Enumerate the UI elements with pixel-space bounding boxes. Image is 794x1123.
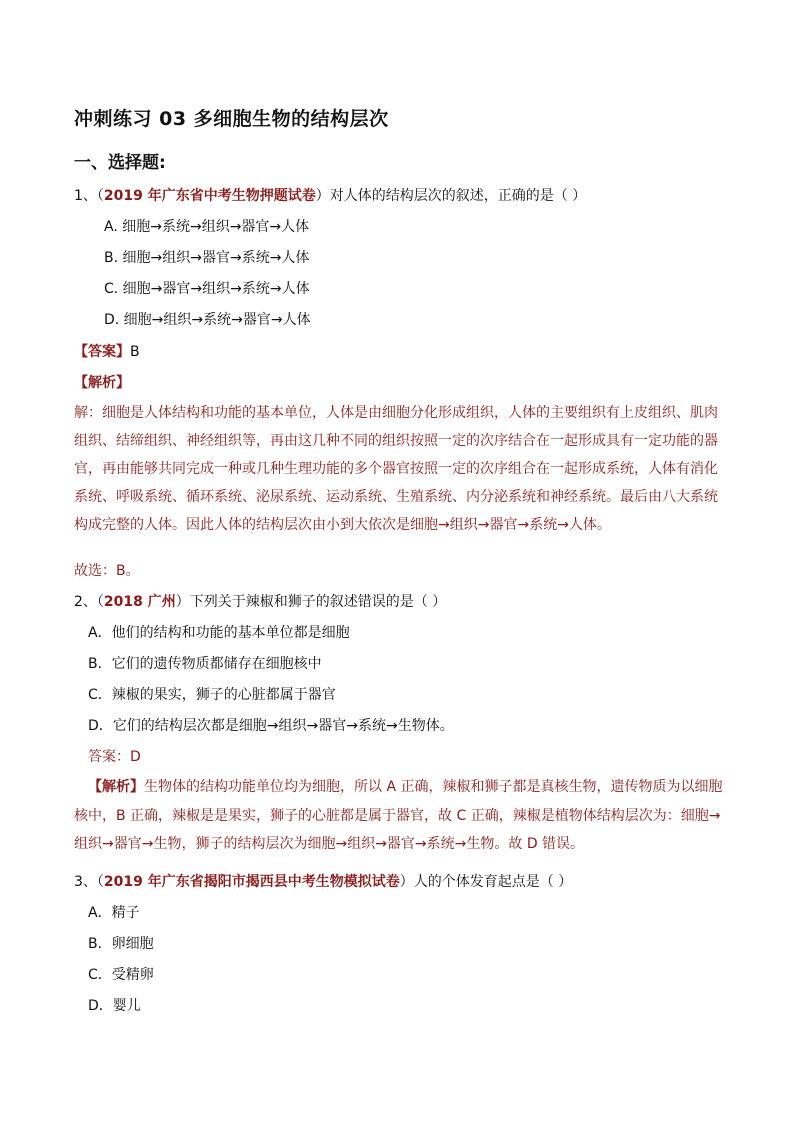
question-1 xyxy=(74,185,586,205)
option-b: B．卵细胞 xyxy=(88,936,154,952)
analysis-text: 生物体的结构功能单位均为细胞，所以 A 正确，辣椒和狮子都是真核生物，遗传物质为以细胞核中，B 正确，辣椒是是果实，狮子的心脏都是属于器官，故 C 正确，辣椒是植物体结构层次为：细胞→组织→器官→生物，狮子的结构层次为细胞→组织→器官→系统→生物。故 D 错误。 xyxy=(74,779,723,852)
option-c: C．辣椒的果实，狮子的心脏都属于器官 xyxy=(88,687,336,703)
option-a: A．他们的结构和功能的基本单位都是细胞 xyxy=(88,625,350,641)
question-source: 2019 年广东省中考生物押题试卷 xyxy=(103,188,316,204)
question-3 xyxy=(74,871,572,891)
question-source: 2019 年广东省揭阳市揭西县中考生物模拟试卷 xyxy=(103,874,400,890)
option-d: D．婴儿 xyxy=(88,998,141,1014)
option-c: C. 细胞→器官→组织→系统→人体 xyxy=(104,281,310,297)
analysis-text: 解：细胞是人体结构和功能的基本单位，人体是由细胞分化形成组织，人体的主要组织有上皮组织、肌肉组织、结缔组织、神经组织等，再由这几种不同的组织按照一定的次序结合在一起形成具有一定功能的器官，再由能够共同完成一种或几种生理功能的多个器官按照一定的次序组合在一起形成系统，人体有消化系统、呼吸系统、循环系统、泌尿系统、运动系统、生殖系统、内分泌系统和神经系统。最后由八大系统构成完整的人体。因此人体的结构层次由小到大依次是细胞→组织→器官→系统→人体。 xyxy=(74,405,718,533)
analysis-label: 【解析】 xyxy=(88,779,144,795)
option-c: C．受精卵 xyxy=(88,967,154,983)
question-stem: ）人的个体发育起点是（ ） xyxy=(399,874,573,890)
option-a: A．精子 xyxy=(88,905,140,921)
answer-value: B xyxy=(130,344,140,360)
question-stem: ）对人体的结构层次的叙述，正确的是（ ） xyxy=(315,188,587,204)
question-number: 2、（ xyxy=(74,594,104,610)
option-b: B. 细胞→组织→器官→系统→人体 xyxy=(104,250,310,266)
option-b: B．它们的遗传物质都储存在细胞核中 xyxy=(88,656,322,672)
question-stem: ）下列关于辣椒和狮子的叙述错误的是（ ） xyxy=(175,594,447,610)
answer-label: 【答案】 xyxy=(74,344,130,360)
conclusion: 故选：B。 xyxy=(74,563,140,579)
page-title: 冲刺练习 03 多细胞生物的结构层次 xyxy=(74,108,389,130)
analysis-label: 【解析】 xyxy=(74,375,130,391)
section-heading: 一、选择题: xyxy=(74,153,166,173)
question-source: 2018 广州 xyxy=(103,594,176,610)
question-number: 1、（ xyxy=(74,188,104,204)
question-number: 3、（ xyxy=(74,874,104,890)
analysis-block xyxy=(74,773,724,859)
option-d: D．它们的结构层次都是细胞→组织→器官→系统→生物体。 xyxy=(88,718,454,734)
option-a: A. 细胞→系统→组织→器官→人体 xyxy=(104,219,310,235)
answer-line: 答案：D xyxy=(88,749,141,765)
option-d: D. 细胞→组织→系统→器官→人体 xyxy=(104,312,311,328)
answer-line xyxy=(74,341,140,361)
question-2 xyxy=(74,591,446,611)
